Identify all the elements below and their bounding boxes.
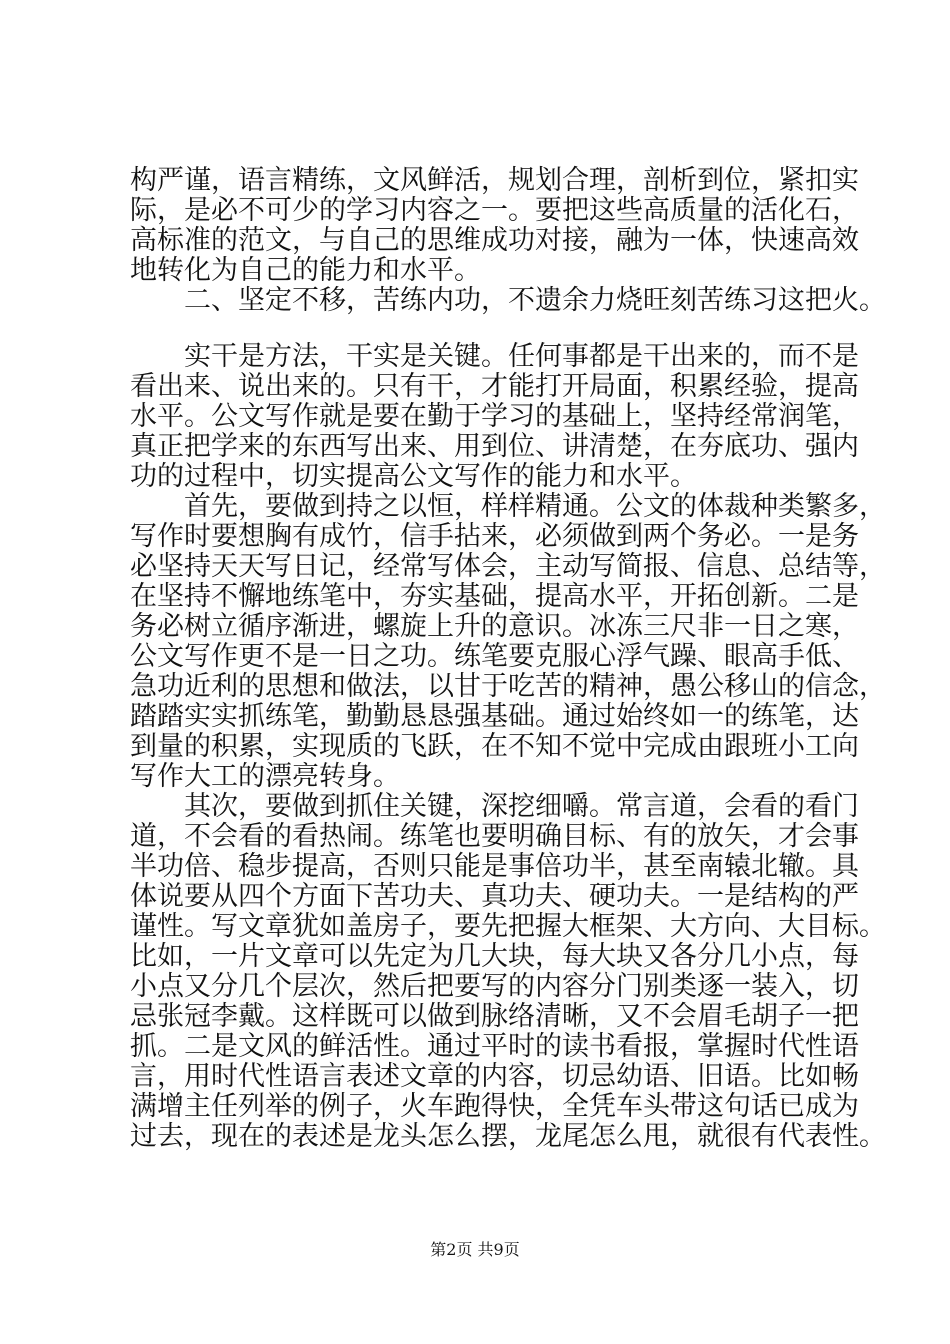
- text-line: 写作大工的漂亮转身。: [130, 761, 400, 792]
- text-line: 忌张冠李戴。这样既可以做到脉络清晰，又不会眉毛胡子一把: [130, 1001, 859, 1032]
- text-line: 功的过程中，切实提高公文写作的能力和水平。: [130, 461, 697, 492]
- text-line: 谨性。写文章犹如盖房子，要先把握大框架、大方向、大目标。: [130, 911, 886, 942]
- text-line: 满增主任列举的例子，火车跑得快，全凭车头带这句话已成为: [130, 1091, 859, 1122]
- text-line: 抓。二是文风的鲜活性。通过平时的读书看报，掌握时代性语: [130, 1031, 859, 1062]
- page-number-footer: 第2页 共9页: [430, 1240, 520, 1259]
- text-line: 公文写作更不是一日之功。练笔要克服心浮气躁、眼高手低、: [130, 641, 859, 672]
- text-line: 体说要从四个方面下苦功夫、真功夫、硬功夫。一是结构的严: [130, 881, 859, 912]
- text-line: 实干是方法，干实是关键。任何事都是干出来的，而不是: [184, 341, 859, 372]
- paragraph-practice: [130, 341, 859, 492]
- text-line: 写作时要想胸有成竹，信手拈来，必须做到两个务必。一是务: [130, 521, 859, 552]
- paragraph-second: [130, 791, 886, 1152]
- paragraph-first: [130, 491, 886, 792]
- text-line: 看出来、说出来的。只有干，才能打开局面，积累经验，提高: [130, 371, 859, 402]
- text-line: 半功倍、稳步提高，否则只能是事倍功半，甚至南辕北辙。具: [130, 851, 859, 882]
- text-line: 首先，要做到持之以恒，样样精通。公文的体裁种类繁多，: [184, 491, 886, 522]
- text-line: 构严谨，语言精练，文风鲜活，规划合理，剖析到位，紧扣实: [130, 165, 859, 196]
- section-heading: [130, 285, 886, 316]
- text-line: 其次，要做到抓住关键，深挖细嚼。常言道，会看的看门: [184, 791, 859, 822]
- blank-line: [130, 316, 830, 342]
- text-line: 务必树立循序渐进，螺旋上升的意识。冰冻三尺非一日之寒，: [130, 611, 859, 642]
- text-line: 真正把学来的东西写出来、用到位、讲清楚，在夯底功、强内: [130, 431, 859, 462]
- paragraph-continuation: [130, 165, 859, 286]
- text-line: 踏踏实实抓练笔，勤勤恳恳强基础。通过始终如一的练笔，达: [130, 701, 859, 732]
- text-line: 急功近利的思想和做法，以甘于吃苦的精神，愚公移山的信念，: [130, 671, 886, 702]
- text-line: 到量的积累，实现质的飞跃，在不知不觉中完成由跟班小工向: [130, 731, 859, 762]
- text-line: 小点又分几个层次，然后把要写的内容分门别类逐一装入，切: [130, 971, 859, 1002]
- text-line: 高标准的范文，与自己的思维成功对接，融为一体，快速高效: [130, 225, 859, 256]
- document-body: [130, 165, 886, 1152]
- text-line: 必坚持天天写日记，经常写体会，主动写简报、信息、总结等，: [130, 551, 886, 582]
- text-line: 在坚持不懈地练笔中，夯实基础，提高水平，开拓创新。二是: [130, 581, 859, 612]
- heading-line: 二、坚定不移，苦练内功，不遗余力烧旺刻苦练习这把火。: [184, 285, 886, 316]
- text-line: 言，用时代性语言表述文章的内容，切忌幼语、旧语。比如畅: [130, 1061, 859, 1092]
- text-line: 比如，一片文章可以先定为几大块，每大块又各分几小点，每: [130, 941, 859, 972]
- text-line: 道，不会看的看热闹。练笔也要明确目标、有的放矢，才会事: [130, 821, 859, 852]
- text-line: 过去，现在的表述是龙头怎么摆，龙尾怎么甩，就很有代表性。: [130, 1121, 886, 1152]
- text-line: 水平。公文写作就是要在勤于学习的基础上，坚持经常润笔，: [130, 401, 859, 432]
- text-line: 地转化为自己的能力和水平。: [130, 255, 481, 286]
- text-line: 际，是必不可少的学习内容之一。要把这些高质量的活化石，: [130, 195, 859, 226]
